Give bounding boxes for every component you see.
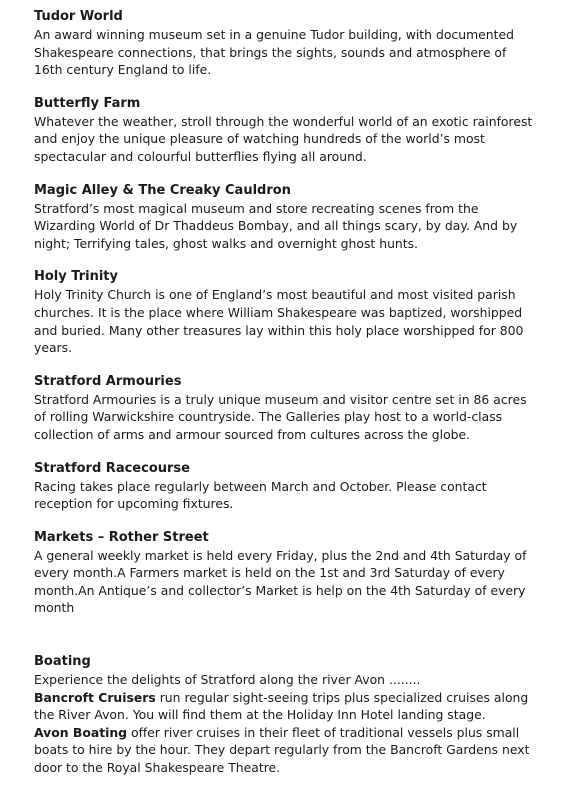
section-butterfly-farm [34,95,534,166]
section-boating [34,653,534,777]
bancroft-cruisers-description: run regular sight-seeing trips plus specialized cruises along the River Avon. You will find them at the Holiday Inn Hotel landing stage. [34,689,529,723]
attractions-page [34,8,534,793]
section-magic-alley [34,182,534,253]
section-tudor-world [34,8,534,79]
section-description: Stratford’s most magical museum and store recreating scenes from the Wizarding World of Dr Thaddeus Bombay, and all things scary, by day. And by night; Terrifying tales, ghost walks and overnight ghost hunts. [34,200,518,251]
section-title: Magic Alley & The Creaky Cauldron [34,182,291,198]
avon-boating-paragraph [34,724,534,777]
bancroft-cruisers-paragraph [34,689,534,724]
section-title: Markets – Rother Street [34,529,209,545]
section-description: A general weekly market is held every Friday, plus the 2nd and 4th Saturday of every month.A Farmers market is held on the 1st and 3rd Saturday of every month.An Antique’s and collector’s Market is help on the 4th Saturday of every month [34,547,527,616]
bancroft-cruisers-name: Bancroft Cruisers [34,689,156,705]
section-description: Whatever the weather, stroll through the wonderful world of an exotic rainforest and enjoy the unique pleasure of watching hundreds of the world’s most spectacular and colourful butterflies flying all around. [34,113,533,164]
section-markets [34,529,534,617]
section-stratford-armouries [34,373,534,444]
section-description: Stratford Armouries is a truly unique museum and visitor centre set in 86 acres of rolling Warwickshire countryside. The Galleries play host to a world-class collection of arms and armour sourced from cultures across the globe. [34,391,527,442]
section-description: Holy Trinity Church is one of England’s most beautiful and most visited parish churches. It is the place where William Shakespeare was baptized, worshipped and buried. Many other treasures lay within this holy place worshipped for 800 years. [34,287,524,356]
section-title: Stratford Armouries [34,373,182,389]
section-holy-trinity [34,268,534,356]
section-stratford-racecourse [34,460,534,513]
section-title: Holy Trinity [34,269,118,285]
section-title: Butterfly Farm [34,95,141,111]
section-title: Tudor World [34,9,123,24]
section-description: Racing takes place regularly between March and October. Please contact reception for upcoming fixtures. [34,478,487,512]
section-title: Stratford Racecourse [34,460,190,476]
section-description: An award winning museum set in a genuine Tudor building, with documented Shakespeare connections, that brings the sights, sounds and atmosphere of 16th century England to life. [34,27,514,78]
section-title: Boating [34,654,91,670]
avon-boating-description: offer river cruises in their fleet of traditional vessels plus small boats to hire by the hour. They depart regularly from the Bancroft Gardens next door to the Royal Shakespeare Theatre. [34,724,530,776]
boating-intro: Experience the delights of Stratford along the river Avon ........ [34,672,421,688]
avon-boating-name: Avon Boating [34,724,128,740]
